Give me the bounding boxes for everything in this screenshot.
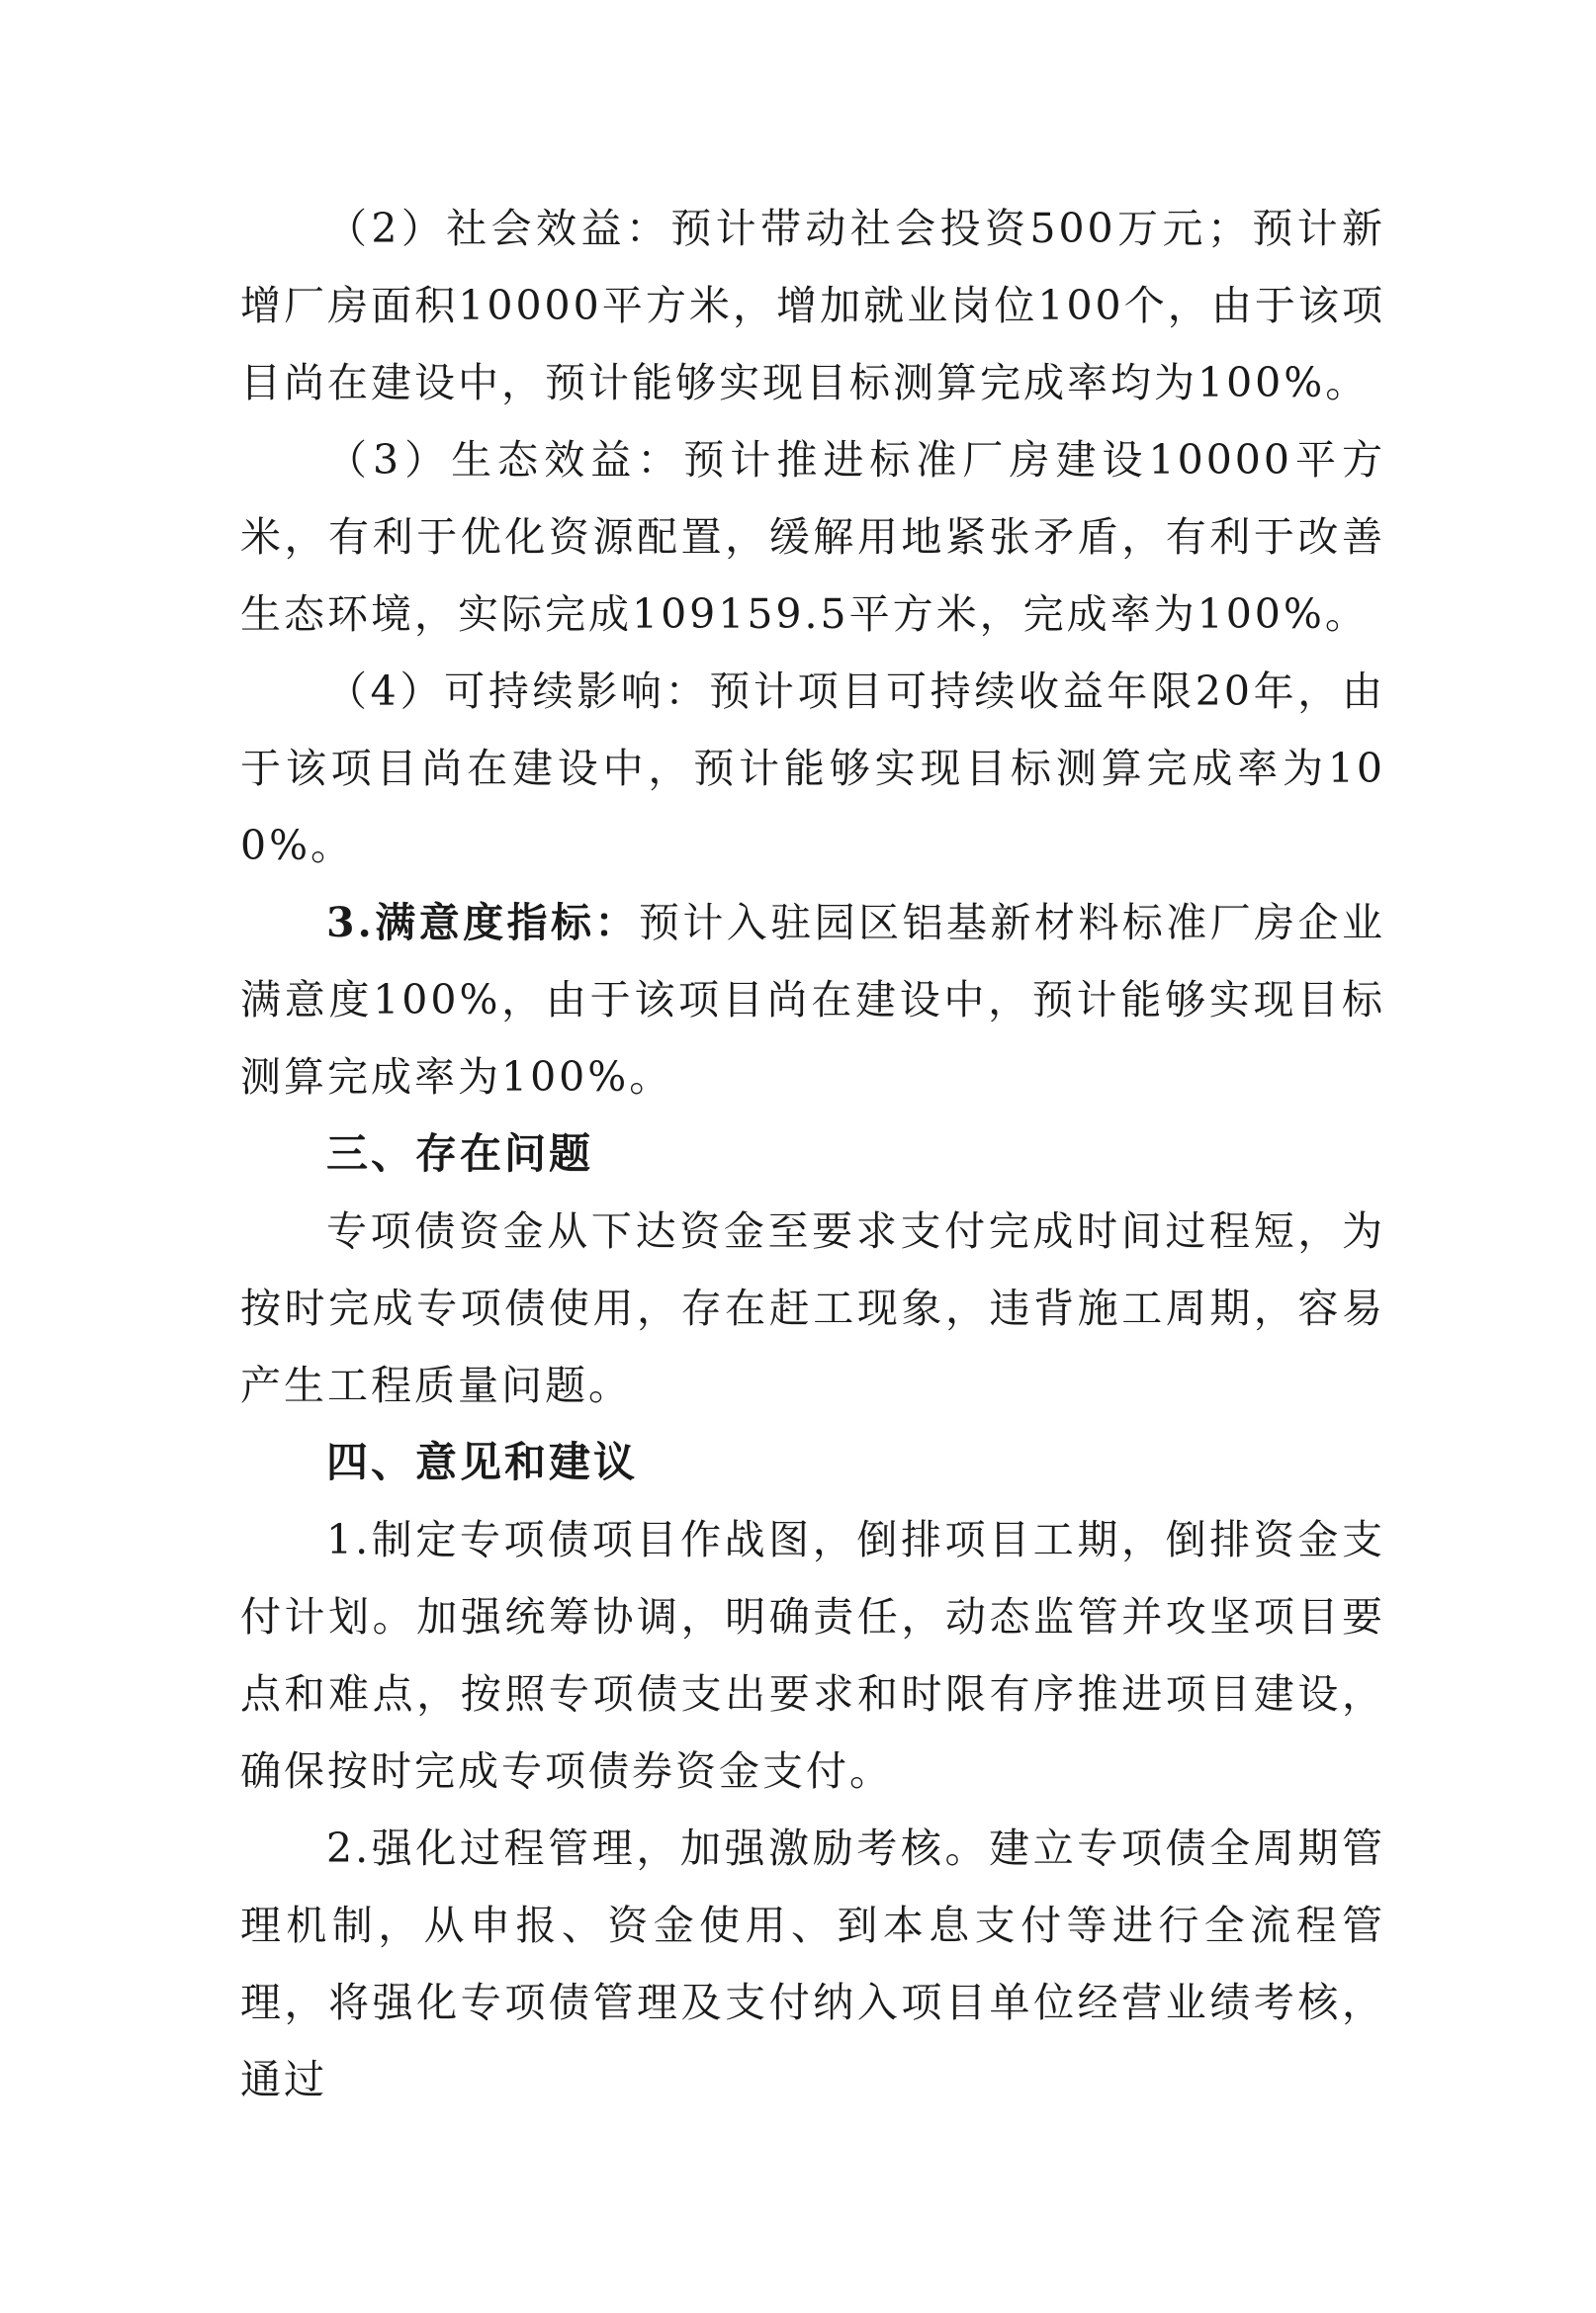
satisfaction-body: 预计入驻园区铝基新材料标准厂房企业满意度100%，由于该项目尚在建设中，预计能够实现目标测算完成率为100%。 — [240, 899, 1385, 1101]
section-heading-suggestions: 四、意见和建议 — [326, 1438, 639, 1486]
paragraph-problems: 专项债资金从下达资金至要求支付完成时间过程短，为按时完成专项债使用，存在赶工现象，违背施工周期，容易产生工程质量问题。 — [240, 1207, 1385, 1409]
section-heading-problems: 三、存在问题 — [326, 1129, 594, 1178]
paragraph-satisfaction — [240, 884, 1385, 1115]
paragraph-suggestion-1: 1.制定专项债项目作战图，倒排项目工期，倒排资金支付计划。加强统筹协调，明确责任，动态监管并攻坚项目要点和难点，按照专项债支出要求和时限有序推进项目建设，确保按时完成专项债券资金支付。 — [240, 1516, 1385, 1795]
paragraph-social-benefit: （2）社会效益：预计带动社会投资500万元；预计新增厂房面积10000平方米，增加就业岗位100个，由于该项目尚在建设中，预计能够实现目标测算完成率均为100%。 — [240, 205, 1385, 406]
paragraph-suggestion-2: 2.强化过程管理，加强激励考核。建立专项债全周期管理机制，从申报、资金使用、到本息支付等进行全流程管理，将强化专项债管理及支付纳入项目单位经营业绩考核，通过 — [240, 1824, 1385, 2103]
paragraph-ecological-benefit: （3）生态效益：预计推进标准厂房建设10000平方米，有利于优化资源配置，缓解用地紧张矛盾，有利于改善生态环境，实际完成109159.5平方米，完成率为100%。 — [240, 436, 1385, 638]
satisfaction-lead: 3.满意度指标： — [326, 899, 639, 946]
paragraph-sustainable-impact: （4）可持续影响：预计项目可持续收益年限20年，由于该项目尚在建设中，预计能够实现目标测算完成率为100%。 — [240, 667, 1385, 869]
document-body — [240, 190, 1385, 2118]
